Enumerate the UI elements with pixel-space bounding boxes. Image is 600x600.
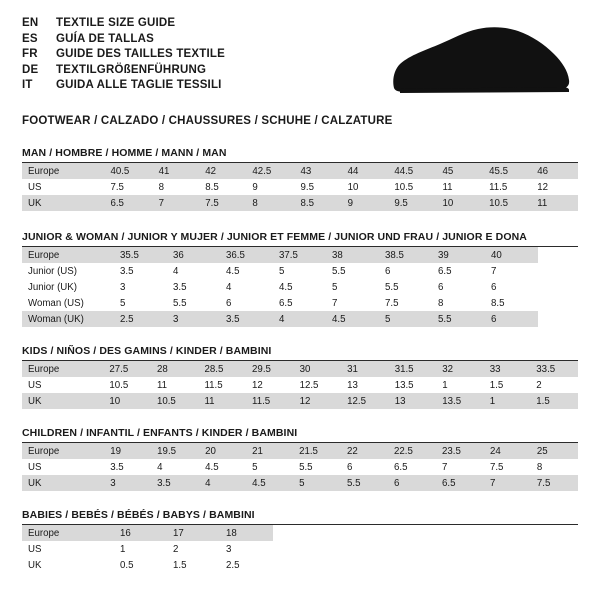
cell: 11 (436, 179, 483, 195)
cell: 32 (436, 361, 484, 377)
cell: 9.5 (388, 195, 436, 211)
cell: 36 (167, 247, 220, 263)
row-label: Junior (US) (22, 263, 114, 279)
cell: 19 (104, 443, 151, 459)
size-table-man (22, 163, 578, 211)
cell: 6.5 (388, 459, 436, 475)
cell: 19.5 (151, 443, 199, 459)
cell: 10.5 (103, 377, 151, 393)
cell: 28.5 (199, 361, 247, 377)
cell: 16 (114, 525, 167, 541)
table-row (22, 295, 538, 311)
cell: 7 (485, 263, 538, 279)
cell: 11 (151, 377, 199, 393)
table-row (22, 195, 578, 211)
cell: 1.5 (167, 557, 220, 573)
cell: 8 (153, 179, 200, 195)
cell: 28 (151, 361, 199, 377)
cell: 5 (114, 295, 167, 311)
language-code: EN (22, 17, 39, 29)
cell: 20 (199, 443, 246, 459)
cell: 8.5 (295, 195, 342, 211)
cell: 7 (436, 459, 484, 475)
cell: 27.5 (103, 361, 151, 377)
cell: 13 (341, 377, 389, 393)
row-label: UK (22, 475, 104, 491)
language-code: FR (22, 48, 38, 60)
cell: 6.5 (273, 295, 326, 311)
group-title: JUNIOR & WOMAN / JUNIOR Y MUJER / JUNIOR ET FEMME / JUNIOR UND FRAU / JUNIOR E DONA (22, 231, 578, 247)
language-code: DE (22, 63, 39, 76)
cell: 5 (246, 459, 293, 475)
cell: 12.5 (294, 377, 342, 393)
table-row (22, 459, 578, 475)
cell: 6.5 (104, 195, 152, 211)
cell: 7.5 (104, 179, 152, 195)
cell: 11.5 (483, 179, 531, 195)
cell: 3 (114, 279, 167, 295)
cell: 5.5 (293, 459, 341, 475)
cell: 4 (199, 475, 246, 491)
cell: 25 (531, 443, 578, 459)
cell: 11.5 (199, 377, 247, 393)
language-row (22, 16, 225, 31)
page-header (22, 16, 578, 101)
row-label: US (22, 459, 104, 475)
cell: 4 (273, 311, 326, 327)
cell: 3.5 (114, 263, 167, 279)
group-man (22, 147, 578, 211)
cell: 3 (104, 475, 151, 491)
row-label: US (22, 377, 103, 393)
table-row (22, 247, 538, 263)
cell: 10.5 (483, 195, 531, 211)
cell: 13 (389, 393, 437, 409)
cell: 46 (531, 163, 578, 179)
table-row (22, 377, 578, 393)
cell: 7 (153, 195, 200, 211)
cell: 4.5 (273, 279, 326, 295)
cell: 2.5 (220, 557, 273, 573)
cell: 36.5 (220, 247, 273, 263)
cell: 3.5 (167, 279, 220, 295)
cell: 9 (342, 195, 389, 211)
cell: 6 (432, 279, 485, 295)
cell: 5.5 (432, 311, 485, 327)
row-label: US (22, 179, 104, 195)
cell: 4.5 (246, 475, 293, 491)
language-title: TEXTILE SIZE GUIDE (56, 17, 176, 29)
row-label: UK (22, 557, 114, 573)
cell: 23.5 (436, 443, 484, 459)
language-title: GUÍA DE TALLAS (56, 32, 154, 45)
cell: 21.5 (293, 443, 341, 459)
cell: 29.5 (246, 361, 294, 377)
cell: 10 (103, 393, 151, 409)
cell: 31.5 (389, 361, 437, 377)
cell: 44.5 (388, 163, 436, 179)
cell: 13.5 (436, 393, 484, 409)
cell: 42 (199, 163, 246, 179)
size-table-kids (22, 361, 578, 409)
cell: 33.5 (530, 361, 578, 377)
cell: 1.5 (530, 393, 578, 409)
size-table-junior-woman (22, 247, 538, 327)
cell: 5 (379, 311, 432, 327)
cell: 6 (379, 263, 432, 279)
cell: 12.5 (341, 393, 389, 409)
cell: 5 (273, 263, 326, 279)
cell: 12 (294, 393, 342, 409)
table-row (22, 541, 273, 557)
table-row (22, 361, 578, 377)
group-babies (22, 509, 578, 573)
cell: 3.5 (220, 311, 273, 327)
row-label: UK (22, 393, 103, 409)
cell: 7 (326, 295, 379, 311)
cell: 3 (220, 541, 273, 557)
row-label: Europe (22, 525, 114, 541)
cell: 8 (432, 295, 485, 311)
cell: 37.5 (273, 247, 326, 263)
cell: 10.5 (151, 393, 199, 409)
size-table-children (22, 443, 578, 491)
group-title: KIDS / NIÑOS / DES GAMINS / KINDER / BAMBINI (22, 345, 578, 361)
cell: 2.5 (114, 311, 167, 327)
cell: 11.5 (246, 393, 294, 409)
cell: 40.5 (104, 163, 152, 179)
cell: 12 (531, 179, 578, 195)
cell: 39 (432, 247, 485, 263)
cell: 41 (153, 163, 200, 179)
cell: 30 (294, 361, 342, 377)
cell: 44 (342, 163, 389, 179)
row-label: Woman (UK) (22, 311, 114, 327)
cell: 31 (341, 361, 389, 377)
cell: 9.5 (295, 179, 342, 195)
cell: 18 (220, 525, 273, 541)
table-row (22, 179, 578, 195)
cell: 4 (220, 279, 273, 295)
cell: 2 (167, 541, 220, 557)
language-code: IT (22, 79, 33, 91)
cell: 8 (246, 195, 294, 211)
cell: 5.5 (379, 279, 432, 295)
row-label: Europe (22, 361, 103, 377)
row-label: Europe (22, 247, 114, 263)
cell: 9 (246, 179, 294, 195)
table-row (22, 525, 273, 541)
table-row (22, 393, 578, 409)
cell: 35.5 (114, 247, 167, 263)
cell: 17 (167, 525, 220, 541)
row-label: Junior (UK) (22, 279, 114, 295)
language-title: TEXTILGRÖßENFÜHRUNG (56, 63, 207, 76)
language-row (22, 78, 225, 93)
cell: 43 (295, 163, 342, 179)
cell: 1.5 (484, 377, 531, 393)
page-title: FOOTWEAR / CALZADO / CHAUSSURES / SCHUHE / CALZATURE (22, 115, 393, 127)
table-row (22, 263, 538, 279)
cell: 3.5 (151, 475, 199, 491)
group-junior-woman (22, 231, 578, 327)
cell: 4 (167, 263, 220, 279)
cell: 45 (436, 163, 483, 179)
cell: 6 (485, 311, 538, 327)
cell: 1 (484, 393, 531, 409)
cell: 42.5 (246, 163, 294, 179)
cell: 5.5 (167, 295, 220, 311)
cell: 12 (246, 377, 294, 393)
cell: 8 (531, 459, 578, 475)
language-code: ES (22, 32, 38, 45)
language-row (22, 32, 225, 47)
table-row (22, 475, 578, 491)
group-title: CHILDREN / INFANTIL / ENFANTS / KINDER / BAMBINI (22, 427, 578, 443)
group-children (22, 427, 578, 491)
cell: 3.5 (104, 459, 151, 475)
cell: 2 (530, 377, 578, 393)
cell: 4.5 (220, 263, 273, 279)
cell: 22.5 (388, 443, 436, 459)
row-label: Europe (22, 163, 104, 179)
cell: 10.5 (388, 179, 436, 195)
cell: 11 (199, 393, 247, 409)
cell: 1 (436, 377, 484, 393)
cell: 5 (326, 279, 379, 295)
cell: 10 (436, 195, 483, 211)
table-row (22, 311, 538, 327)
cell: 6 (341, 459, 388, 475)
row-label: Europe (22, 443, 104, 459)
table-row (22, 443, 578, 459)
cell: 24 (484, 443, 531, 459)
language-title: GUIDE DES TAILLES TEXTILE (56, 48, 225, 60)
cell: 4.5 (199, 459, 246, 475)
language-row (22, 63, 225, 78)
cell: 22 (341, 443, 388, 459)
cell: 11 (531, 195, 578, 211)
cell: 38 (326, 247, 379, 263)
cell: 8.5 (199, 179, 246, 195)
cell: 6 (388, 475, 436, 491)
cell: 1 (114, 541, 167, 557)
group-kids (22, 345, 578, 409)
group-title: BABIES / BEBÉS / BÉBÉS / BABYS / BAMBINI (22, 509, 578, 525)
language-title: GUIDA ALLE TAGLIE TESSILI (56, 79, 222, 91)
cell: 7 (484, 475, 531, 491)
cell: 7.5 (379, 295, 432, 311)
cell: 7.5 (199, 195, 246, 211)
size-table-babies (22, 525, 273, 573)
cell: 21 (246, 443, 293, 459)
row-label: US (22, 541, 114, 557)
cell: 6 (485, 279, 538, 295)
dress-shoe-icon (382, 26, 572, 101)
row-label: Woman (US) (22, 295, 114, 311)
cell: 7.5 (484, 459, 531, 475)
table-row (22, 163, 578, 179)
cell: 5 (293, 475, 341, 491)
cell: 38.5 (379, 247, 432, 263)
cell: 3 (167, 311, 220, 327)
cell: 40 (485, 247, 538, 263)
cell: 5.5 (341, 475, 388, 491)
cell: 0.5 (114, 557, 167, 573)
cell: 45.5 (483, 163, 531, 179)
cell: 7.5 (531, 475, 578, 491)
cell: 13.5 (389, 377, 437, 393)
language-row (22, 47, 225, 62)
cell: 6.5 (436, 475, 484, 491)
cell: 6 (220, 295, 273, 311)
language-titles (22, 16, 225, 93)
cell: 6.5 (432, 263, 485, 279)
group-title: MAN / HOMBRE / HOMME / MANN / MAN (22, 147, 578, 163)
cell: 10 (342, 179, 389, 195)
cell: 8.5 (485, 295, 538, 311)
row-label: UK (22, 195, 104, 211)
cell: 4 (151, 459, 199, 475)
cell: 33 (484, 361, 531, 377)
table-row (22, 279, 538, 295)
table-row (22, 557, 273, 573)
cell: 5.5 (326, 263, 379, 279)
cell: 4.5 (326, 311, 379, 327)
